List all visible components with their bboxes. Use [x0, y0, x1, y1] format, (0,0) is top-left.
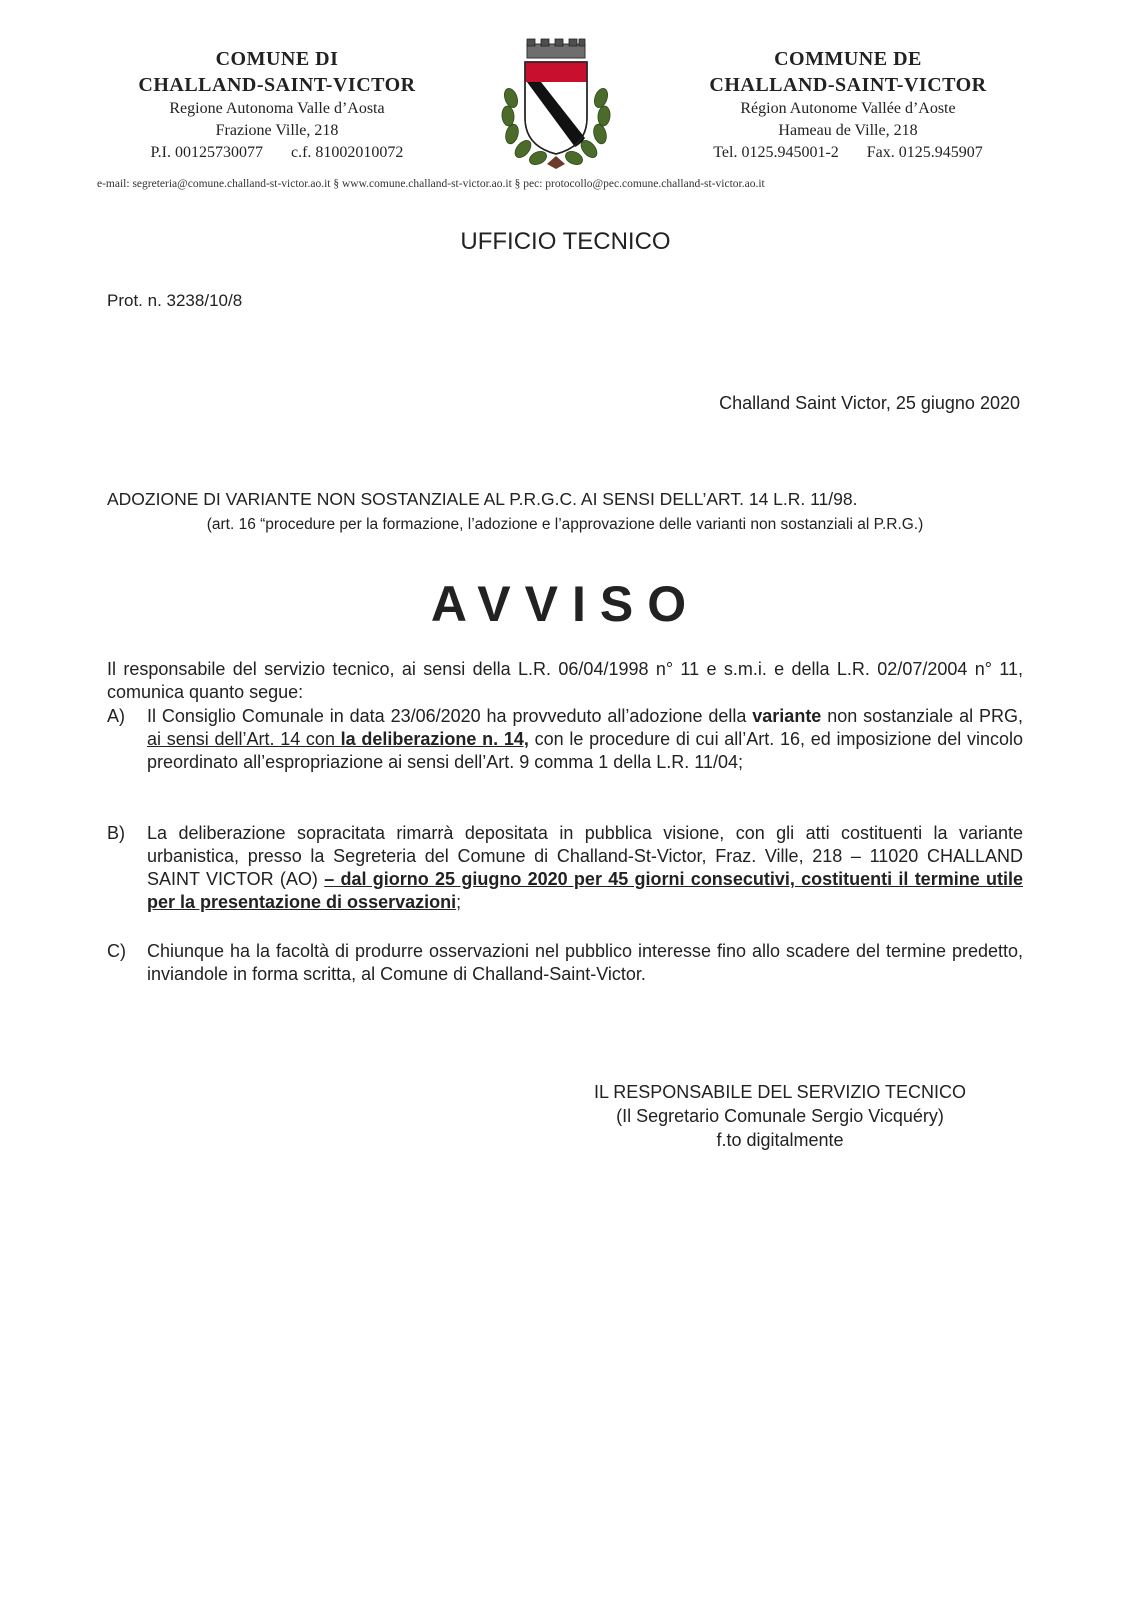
list-item-text: [147, 705, 1023, 774]
tax-code: c.f. 81002010072: [291, 144, 404, 161]
signature-block: [560, 1080, 1000, 1152]
list-item-text: Chiunque ha la facoltà di produrre osservazioni nel pubblico interesse fino allo scadere del termine predetto, inviandole in forma scritta, al Comune di Challand-Saint-Victor.: [147, 941, 1023, 984]
list-item-a: [107, 705, 1023, 774]
text-run: Il Consiglio Comunale in data 23/06/2020 ha provveduto all’adozione della: [147, 706, 753, 726]
text-run: ;: [456, 892, 462, 912]
signer-role: IL RESPONSABILE DEL SERVIZIO TECNICO: [593, 1082, 967, 1102]
fax-number: Fax. 0125.945907: [866, 144, 983, 161]
address-fr: Hameau de Ville, 218: [778, 122, 918, 139]
text-run: non sostanziale al PRG,: [821, 706, 1023, 726]
address: Frazione Ville, 218: [215, 122, 339, 139]
list-item-text: [147, 822, 1023, 914]
protocol-number: Prot. n. 3238/10/8: [107, 291, 243, 310]
notice-heading: AVVISO: [430, 576, 701, 632]
place-date: Challand Saint Victor, 25 giugno 2020: [719, 393, 1020, 413]
vat-number: P.I. 00125730077: [150, 144, 263, 161]
text-run: La deliberazione sopracitata rimarrà depositata in pubblica visione, con gli atti costituenti la variante urbanistica, presso la Segreteria del Comune di Challand-St-Victor, Fraz. Ville, 218 – 11020 CHALLAND SAINT VICTOR (AO): [147, 823, 1023, 889]
contact-line: e-mail: segreteria@comune.challand-st-victor.ao.it § www.comune.challand-st-victor.ao.it § pec: protocollo@pec.comune.challand-st-victor.ao.it: [97, 178, 765, 190]
municipality-title: COMUNE DI: [215, 48, 339, 70]
phone-fax: [678, 142, 1018, 164]
intro-paragraph: Il responsabile del servizio tecnico, ai sensi della L.R. 06/04/1998 n° 11 e s.m.i. e della L.R. 02/07/2004 n° 11, comunica quanto segue:: [107, 659, 1023, 702]
region-name-fr: Région Autonome Vallée d’Aoste: [740, 100, 956, 117]
commune-title: COMMUNE DE: [774, 48, 922, 70]
fiscal-codes: [107, 142, 447, 164]
text-run-bold-underlined: – dal giorno 25 giugno 2020 per 45 giorni consecutivi, costituenti il termine utile per la presentazione di osservazioni: [147, 869, 1023, 912]
list-letter: C): [107, 941, 126, 961]
subject-line: ADOZIONE DI VARIANTE NON SOSTANZIALE AL P.R.G.C. AI SENSI DELL’ART. 14 L.R. 11/98.: [107, 489, 858, 509]
municipal-crest-icon: [497, 38, 615, 172]
list-item-c: [107, 940, 1023, 986]
text-run: con le procedure di cui all’Art. 16, ed imposizione del vincolo preordinato all’espropriazione ai sensi dell’Art. 9 comma 1 della L.R. 11/04;: [147, 729, 1023, 772]
list-letter: A): [107, 706, 125, 726]
text-run-bold-underlined: la deliberazione n. 14,: [340, 729, 529, 749]
signer-name: (Il Segretario Comunale Sergio Vicquéry): [616, 1106, 944, 1126]
list-letter: B): [107, 823, 125, 843]
text-run-bold: variante: [752, 706, 822, 726]
letterhead-french: [678, 46, 1018, 164]
region-name: Regione Autonoma Valle d’Aosta: [169, 100, 385, 117]
list-item-b: [107, 822, 1023, 914]
subject-note: (art. 16 “procedure per la formazione, l’adozione e l’approvazione delle varianti non sostanziali al P.R.G.): [206, 516, 924, 533]
commune-name: CHALLAND-SAINT-VICTOR: [709, 74, 987, 96]
phone-number: Tel. 0125.945001-2: [713, 144, 839, 161]
text-run-underlined: ai sensi dell’Art. 14 con: [147, 729, 341, 749]
municipality-name: CHALLAND-SAINT-VICTOR: [138, 74, 416, 96]
letterhead-italian: [107, 46, 447, 164]
office-heading: UFFICIO TECNICO: [460, 228, 671, 255]
signature-note: f.to digitalmente: [716, 1130, 844, 1150]
